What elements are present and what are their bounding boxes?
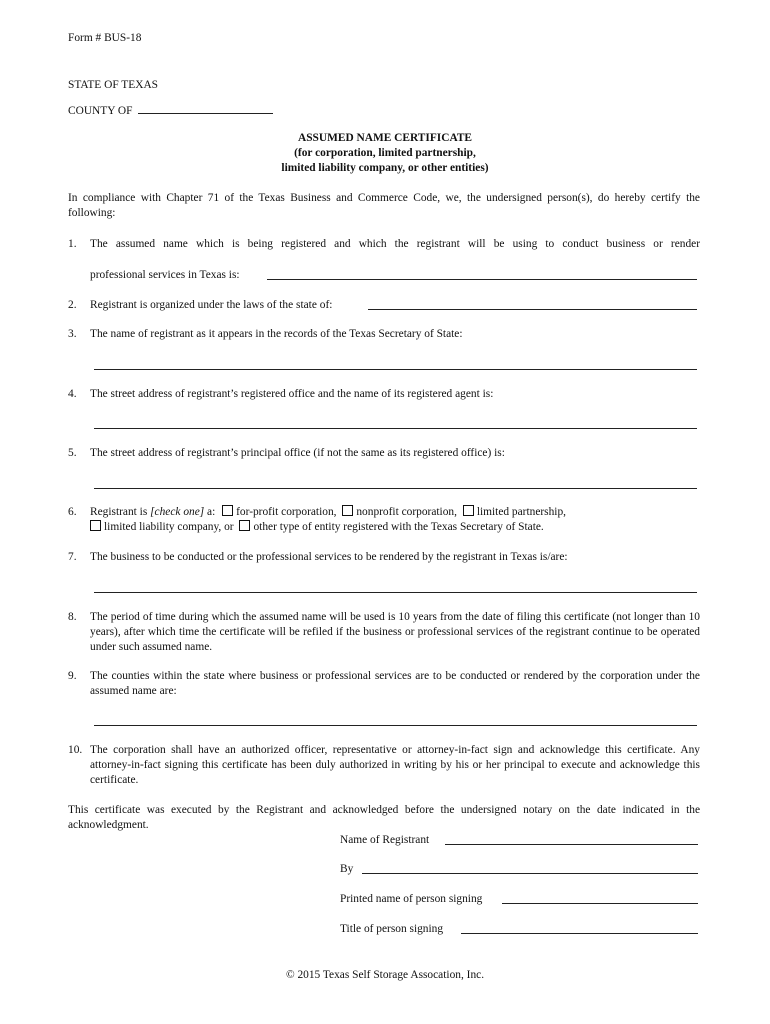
item-1-number: 1.: [68, 238, 77, 250]
certificate-subtitle-1: (for corporation, limited partnership,: [294, 147, 476, 159]
item-6-prefix: Registrant is: [90, 506, 151, 518]
item-3-number: 3.: [68, 328, 77, 340]
certificate-title: ASSUMED NAME CERTIFICATE: [297, 132, 473, 144]
by-signature-field[interactable]: [362, 862, 698, 874]
limited-partnership-label: limited partnership,: [476, 506, 567, 518]
signature-printed-row: [340, 892, 698, 907]
item-4-text: The street address of registrant’s registered office and the name of its registered agent is:: [90, 388, 494, 400]
nonprofit-label: nonprofit corporation,: [356, 506, 457, 518]
signature-title-row: [340, 922, 698, 937]
counties-field[interactable]: [94, 725, 697, 726]
item-1-text-b: professional services in Texas is:: [90, 269, 240, 281]
principal-office-field[interactable]: [94, 488, 697, 489]
for-profit-checkbox[interactable]: [222, 505, 233, 516]
item-1-text: The assumed name which is being registered and which the registrant will be using to conduct business or render: [90, 238, 700, 250]
other-entity-label: other type of entity registered with the Texas Secretary of State.: [253, 521, 544, 533]
copyright-footer: © 2015 Texas Self Storage Assocation, Inc.: [285, 969, 485, 981]
item-5-number: 5.: [68, 447, 77, 459]
item-2-text: Registrant is organized under the laws of the state of:: [90, 299, 333, 311]
assumed-name-field[interactable]: [267, 268, 697, 280]
item-6-number: 6.: [68, 506, 77, 518]
llc-label: limited liability company, or: [104, 521, 234, 533]
county-label: COUNTY OF: [68, 105, 133, 117]
business-services-field[interactable]: [94, 592, 697, 593]
item-7-number: 7.: [68, 551, 77, 563]
item-7-text: The business to be conducted or the professional services to be rendered by the registrant in Texas is/are:: [90, 551, 568, 563]
item-4-number: 4.: [68, 388, 77, 400]
item-2-number: 2.: [68, 299, 77, 311]
llc-checkbox[interactable]: [90, 520, 101, 531]
state-label: STATE OF TEXAS: [68, 79, 159, 91]
form-number: Form # BUS-18: [68, 32, 142, 44]
item-6-line-2: [90, 520, 544, 535]
title-of-person-label: Title of person signing: [340, 923, 444, 935]
item-8-number: 8.: [68, 611, 77, 623]
other-entity-checkbox[interactable]: [239, 520, 250, 531]
by-label: By: [340, 863, 354, 875]
check-one-note: [check one]: [150, 506, 205, 518]
county-line: [68, 102, 273, 119]
item-9-number: 9.: [68, 670, 77, 682]
item-10-text: The corporation shall have an authorized officer, representative or attorney-in-fact sign and acknowledge this certificate. Any attorney-in-fact signing this certificate has been duly authorized in writing by his or her principal to execute and acknowledge this certificate.: [90, 744, 700, 786]
certificate-subtitle-2: limited liability company, or other entities): [281, 162, 489, 174]
nonprofit-checkbox[interactable]: [342, 505, 353, 516]
item-3-text: The name of registrant as it appears in the records of the Texas Secretary of State:: [90, 328, 463, 340]
county-field[interactable]: [138, 102, 273, 114]
limited-partnership-checkbox[interactable]: [463, 505, 474, 516]
name-of-registrant-label: Name of Registrant: [340, 834, 430, 846]
item-9-text: The counties within the state where business or professional services are to be conducted or rendered by the corporation under the assumed name are:: [90, 670, 700, 697]
intro-paragraph: In compliance with Chapter 71 of the Texas Business and Commerce Code, we, the undersigned person(s), do hereby certify the following:: [68, 192, 700, 219]
item-5-text: The street address of registrant’s principal office (if not the same as its registered office) is:: [90, 447, 505, 459]
signature-name-row: [340, 833, 698, 848]
item-8-text: The period of time during which the assumed name will be used is 10 years from the date of filing this certificate (not longer than 10 years), after which time the certificate will be refiled if the business or professional services of the registrant continue to be operated under such assumed name.: [90, 611, 700, 653]
item-6-suffix: a:: [204, 506, 216, 518]
title-of-person-field[interactable]: [461, 922, 698, 934]
signature-by-row: [340, 862, 698, 877]
name-of-registrant-field[interactable]: [445, 833, 698, 845]
registered-office-field[interactable]: [94, 428, 697, 429]
item-6-line-1: [90, 505, 566, 520]
printed-name-label: Printed name of person signing: [340, 893, 483, 905]
for-profit-label: for-profit corporation,: [236, 506, 337, 518]
organized-state-field[interactable]: [368, 298, 697, 310]
registrant-name-field[interactable]: [94, 369, 697, 370]
item-10-number: 10.: [68, 744, 83, 756]
printed-name-field[interactable]: [502, 892, 698, 904]
closing-paragraph: This certificate was executed by the Registrant and acknowledged before the undersigned notary on the date indicated in the acknowledgment.: [68, 804, 700, 831]
